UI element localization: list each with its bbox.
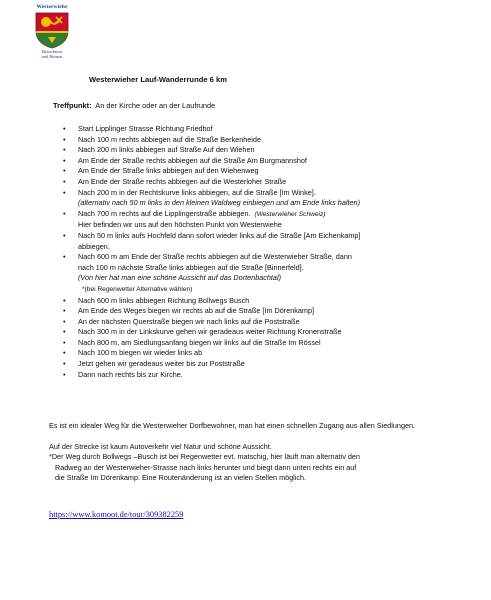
logo xyxy=(30,4,74,59)
paragraph-intro: Es ist ein idealer Weg für die Westerwieher Dorfbewohner, man hat einen schnellen Zugang aus allen Siedlungen. xyxy=(49,421,416,430)
meeting-text: An der Kirche oder an der Laufrunde xyxy=(95,101,216,110)
route-step: • Dann nach rechts bis zur Kirche. xyxy=(63,370,483,381)
route-step: • Am Ende der Straße rechts abbiegen auf die Straße Am Burgmannshof xyxy=(63,156,483,167)
logo-subtitle-2: und Heimat xyxy=(41,54,63,59)
route-step: • Nach 200 m links abbiegen auf Straße Auf den Wiehen xyxy=(63,145,483,156)
paragraph-traffic: Auf der Strecke ist kaum Autoverkehr viel Natur und schöne Aussicht. xyxy=(49,442,272,451)
route-extra: Hier befinden wir uns auf den höchsten Punkt von Westerwiehe xyxy=(78,220,282,230)
route-step: • Nach 700 m rechts auf die Lipplingerstraße abbiegen. (Westerwieher Schweiz) Hier befinden wir uns auf den höchsten Punkt von Westerwiehe xyxy=(63,209,483,231)
route-step: • Nach 50 m links aufs Hochfeld dann sofort wieder links auf die Straße [Am Eichenkamp] abbiegen. xyxy=(63,231,483,252)
route-step: • Jetzt gehen wir geradeaus weiter bis zur Poststraße xyxy=(63,359,483,370)
route-step: • Start Lipplinger Strasse Richtung Friedhof xyxy=(63,124,483,135)
rain-note-line: *Der Weg durch Bollwegs –Busch ist bei Regenwetter evt. matschig, hier läuft man alternativ den xyxy=(49,452,360,461)
route-step: • An der nächsten Querstraße biegen wir nach links auf die Poststraße xyxy=(63,317,483,328)
route-small-note: *(bei Regenwetter Alternative wählen) xyxy=(82,285,193,293)
route-step: • Am Ende der Straße links abbiegen auf den Wiehenweg xyxy=(63,166,483,177)
route-step: • Nach 800 m, am Siedlungsanfang biegen wir links auf die Straße Im Rössel xyxy=(63,338,483,349)
route-step: • Nach 100 m rechts abbiegen auf die Straße Berkenheide xyxy=(63,135,483,146)
route-step: • Nach 600 m links abbiegen Richtung Bollwegs Busch xyxy=(63,296,483,307)
komoot-tour-link[interactable]: https://www.komoot.de/tour/309382259 xyxy=(49,510,184,519)
meeting-label: Treffpunkt: xyxy=(53,101,92,110)
route-step: • Nach 300 m in der Linkskurve gehen wir geradeaus weiter Richtung Kronenstraße xyxy=(63,327,483,338)
route-aside: (Westerwieher Schweiz) xyxy=(254,210,326,218)
coat-of-arms-icon xyxy=(34,11,70,49)
logo-title: Westerwiehe xyxy=(36,4,68,10)
route-note: (Von hier hat man eine schöne Aussicht auf das Dortenbachtal) xyxy=(78,273,281,283)
route-extra: abbiegen. xyxy=(78,241,110,251)
route-step: • Nach 200 m in der Rechtskurve links abbiegen, auf die Straße [Im Winke]. (alternativ nach 50 m links in den kleinen Waldweg einbiegen und am Ende links halten) xyxy=(63,188,483,209)
route-extra: nach 100 m nächste Straße links abbiegen auf die Straße [Binnerfeld]. xyxy=(78,262,304,272)
route-step: • Am Ende der Straße rechts abbiegen auf die Westerloher Straße xyxy=(63,177,483,188)
meeting-point xyxy=(53,101,215,110)
route-step: • Nach 600 m am Ende der Straße rechts abbiegen auf die Westerwieher Straße, dann nach 100 m nächste Straße links abbiegen auf die Straße [Binnerfeld]. (Von hier hat man eine schöne Aussicht auf das Dortenbachtal) *(bei Regenwetter Alternative wählen) xyxy=(63,252,483,295)
route-step: • Nach 100 m biegen wir wieder links ab xyxy=(63,348,483,359)
rain-note-line: Radweg an der Westerwieher-Strasse nach links herunter und biegt dann unten rechts ein auf xyxy=(55,462,357,472)
paragraph-rain-note xyxy=(49,452,479,484)
route-step: • Am Ende des Weges biegen wir rechts ab auf die Straße [Im Dörenkamp] xyxy=(63,306,483,317)
document-title: Westerwieher Lauf-Wanderrunde 6 km xyxy=(89,75,227,84)
route-note: (alternativ nach 50 m links in den kleinen Waldweg einbiegen und am Ende links halten) xyxy=(78,198,360,208)
rain-note-line: die Straße Im Dörenkamp. Eine Routenänderung ist an vielen Stellen möglich. xyxy=(55,473,307,483)
logo-subtitle-1: Brauchtum xyxy=(42,49,62,54)
route-list xyxy=(63,124,483,380)
